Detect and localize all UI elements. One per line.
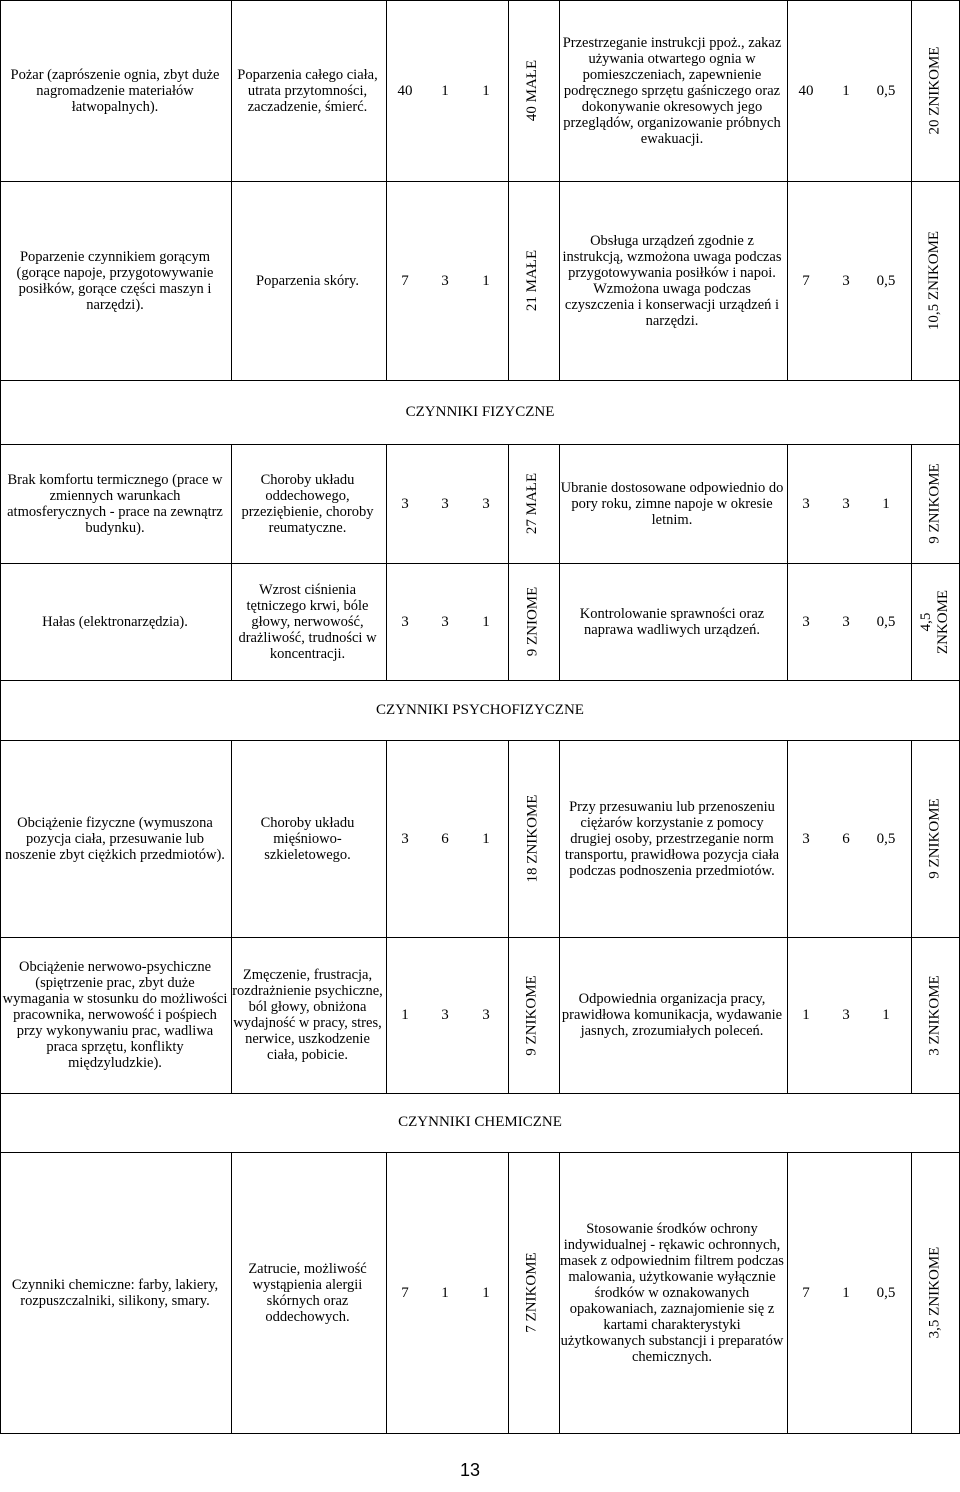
risk-rating — [507, 563, 558, 680]
residual-rating — [910, 444, 960, 563]
risk-rating-text: 40 MAŁE — [524, 59, 540, 122]
exposure-value: 1 — [482, 613, 490, 630]
hazard-cell: Poparzenie czynnikiem gorącym (gorące napoje, przygotowywanie posiłków, gorące części maszyn i narzędzi). — [16, 248, 214, 313]
risk-rating-text: 7 ZNIKOME — [524, 1252, 540, 1333]
measures-cell: Stosowanie środków ochrony indywidualnej - rękawic ochronnych, masek z odpowiednim filtrem podczas malowania, użytkowanie wyłącznie środków w oznakowanych opakowaniach, zaznajomienie się z kartami charakterystyki użytkowanych substancji i preparatów chemicznych. — [560, 1220, 784, 1365]
section-heading-chemical: CZYNNIKI CHEMICZNE — [398, 1114, 562, 1130]
residual-rating — [910, 937, 960, 1093]
risk-rating-text: 9 ZNIOME — [524, 586, 541, 657]
hazard-cell: Brak komfortu termicznego (prace w zmiennych warunkach atmosferycznych - prace na zewnątrz budynku). — [7, 471, 223, 536]
hazard-cell: Hałas (elektronarzędzia). — [42, 613, 188, 630]
residual-probability: 1 — [802, 1007, 810, 1023]
effects-cell: Zatrucie, możliwość wystąpienia alergii skórnych oraz oddechowych. — [248, 1260, 367, 1325]
residual-exposure: 0,5 — [876, 272, 896, 289]
risk-rating-text: 21 MAŁE — [524, 249, 540, 312]
risk-rating-text: 18 ZNIKOME — [524, 794, 540, 883]
effects-cell: Choroby układu mięśniowo-szkieletowego. — [260, 814, 355, 863]
probability-value: 7 — [401, 272, 409, 289]
section-heading-psychophysical: CZYNNIKI PSYCHOFIZYCZNE — [376, 701, 584, 718]
residual-exposure: 1 — [882, 1007, 890, 1023]
residual-rating — [910, 563, 960, 680]
residual-severity: 3 — [842, 272, 850, 289]
residual-rating — [910, 0, 960, 181]
page-number: 13 — [459, 1460, 481, 1480]
measures-cell: Przestrzeganie instrukcji ppoż., zakaz używania otwartego ognia w pomieszczeniach, zapewnienie podręcznego sprzętu gaśniczego oraz dokonywanie okresowych jego przeglądów, organizowanie próbnych ewakuacji. — [562, 34, 782, 147]
residual-probability: 40 — [798, 82, 814, 99]
residual-exposure: 0,5 — [876, 613, 896, 630]
effects-cell: Zmęczenie, frustracja, rozdrażnienie psychiczne, ból głowy, obniżona wydajność w pracy, stres, nerwice, uszkodzenie ciała, pobicie. — [232, 967, 383, 1063]
risk-rating — [507, 0, 558, 181]
exposure-value: 3 — [482, 1007, 490, 1023]
hazard-cell: Czynniki chemiczne: farby, lakiery, rozpuszczalniki, silikony, smary. — [11, 1276, 219, 1309]
severity-value: 1 — [441, 1284, 449, 1301]
exposure-value: 1 — [482, 830, 490, 847]
hazard-cell: Obciążenie nerwowo-psychiczne (spiętrzenie prac, zbyt duże wymagania w stosunku do możliwości pracownika, nerwowość i pośpiech przy wykonywaniu prac, wadliwa praca sprzętu, konflikty międzyludzkie). — [2, 959, 228, 1071]
risk-rating — [507, 937, 558, 1093]
risk-rating — [507, 444, 558, 563]
severity-value: 3 — [441, 272, 449, 289]
measures-cell: Ubranie dostosowane odpowiednio do pory roku, zimne napoje w okresie letnim. — [560, 479, 784, 528]
measures-cell: Kontrolowanie sprawności oraz naprawa wadliwych urządzeń. — [579, 605, 765, 638]
effects-cell: Choroby układu oddechowego, przeziębienie, choroby reumatyczne. — [241, 471, 374, 536]
residual-exposure: 0,5 — [876, 82, 896, 99]
risk-rating — [507, 181, 558, 380]
risk-rating-text: 9 ZNIKOME — [524, 974, 540, 1056]
severity-value: 3 — [441, 1007, 449, 1023]
exposure-value: 3 — [482, 495, 490, 512]
severity-value: 3 — [441, 613, 449, 630]
residual-rating — [910, 181, 960, 380]
measures-cell: Obsługa urządzeń zgodnie z instrukcją, wzmożona uwaga podczas przygotowywania posiłków i napoi. Wzmożona uwaga podczas czyszczenia i konserwacji urządzeń i narzędzi. — [562, 232, 782, 329]
residual-probability: 7 — [802, 272, 810, 289]
section-heading-physical: CZYNNIKI FIZYCZNE — [405, 403, 555, 420]
residual-severity: 6 — [842, 830, 850, 847]
effects-cell: Poparzenia skóry. — [256, 272, 359, 289]
residual-probability: 7 — [802, 1284, 810, 1301]
measures-cell: Odpowiednia organizacja pracy, prawidłowa komunikacja, wydawanie jasnych, zrozumiałych poleceń. — [561, 991, 783, 1039]
residual-exposure: 1 — [882, 495, 890, 512]
residual-rating-text: 3,5 ZNIKOME — [926, 1246, 943, 1339]
probability-value: 3 — [401, 830, 409, 847]
exposure-value: 1 — [482, 1284, 490, 1301]
residual-rating-text: 9 ZNIKOME — [926, 463, 943, 544]
residual-exposure: 0,5 — [876, 1284, 896, 1301]
residual-severity: 3 — [842, 613, 850, 630]
residual-probability: 3 — [802, 495, 810, 512]
residual-rating-text: 9 ZNIKOME — [926, 798, 943, 879]
hazard-cell: Obciążenie fizyczne (wymuszona pozycja ciała, przesuwanie lub noszenie zbyt ciężkich przedmiotów). — [5, 814, 225, 863]
severity-value: 3 — [441, 495, 449, 512]
severity-value: 6 — [441, 830, 449, 847]
residual-severity: 1 — [842, 1284, 850, 1301]
residual-severity: 3 — [842, 1007, 850, 1023]
effects-cell: Poparzenia całego ciała, utrata przytomności, zaczadzenie, śmierć. — [237, 66, 378, 115]
risk-rating — [507, 740, 558, 937]
risk-rating-text: 27 MAŁE — [524, 472, 540, 535]
residual-severity: 3 — [842, 495, 850, 512]
probability-value: 7 — [401, 1284, 409, 1301]
residual-exposure: 0,5 — [876, 830, 896, 847]
residual-probability: 3 — [802, 830, 810, 847]
residual-rating — [910, 1152, 960, 1433]
residual-probability: 3 — [802, 613, 810, 630]
residual-rating-text: 20 ZNIKOME — [926, 46, 943, 135]
probability-value: 40 — [397, 82, 413, 99]
exposure-value: 1 — [482, 272, 490, 289]
residual-rating — [910, 740, 960, 937]
effects-cell: Wzrost ciśnienia tętniczego krwi, bóle głowy, nerwowość, drażliwość, trudności w koncentracji. — [238, 581, 377, 662]
probability-value: 3 — [401, 495, 409, 512]
measures-cell: Przy przesuwaniu lub przenoszeniu ciężarów korzystanie z pomocy drugiej osoby, przestrzeganie norm transportu, prawidłowa pozycja ciała podczas podnoszenia przedmiotów. — [564, 798, 780, 879]
probability-value: 1 — [401, 1007, 409, 1023]
probability-value: 3 — [401, 613, 409, 630]
residual-rating-text: 10,5 ZNIKOME — [926, 230, 943, 331]
hazard-cell: Pożar (zaprószenie ognia, zbyt duże nagromadzenie materiałów łatwopalnych). — [10, 66, 220, 115]
residual-severity: 1 — [842, 82, 850, 99]
residual-rating-text: 4,5 ZNKOME — [918, 589, 952, 654]
residual-rating-text: 3 ZNIKOME — [926, 974, 943, 1056]
exposure-value: 1 — [482, 82, 490, 99]
risk-rating — [507, 1152, 558, 1433]
severity-value: 1 — [441, 82, 449, 99]
